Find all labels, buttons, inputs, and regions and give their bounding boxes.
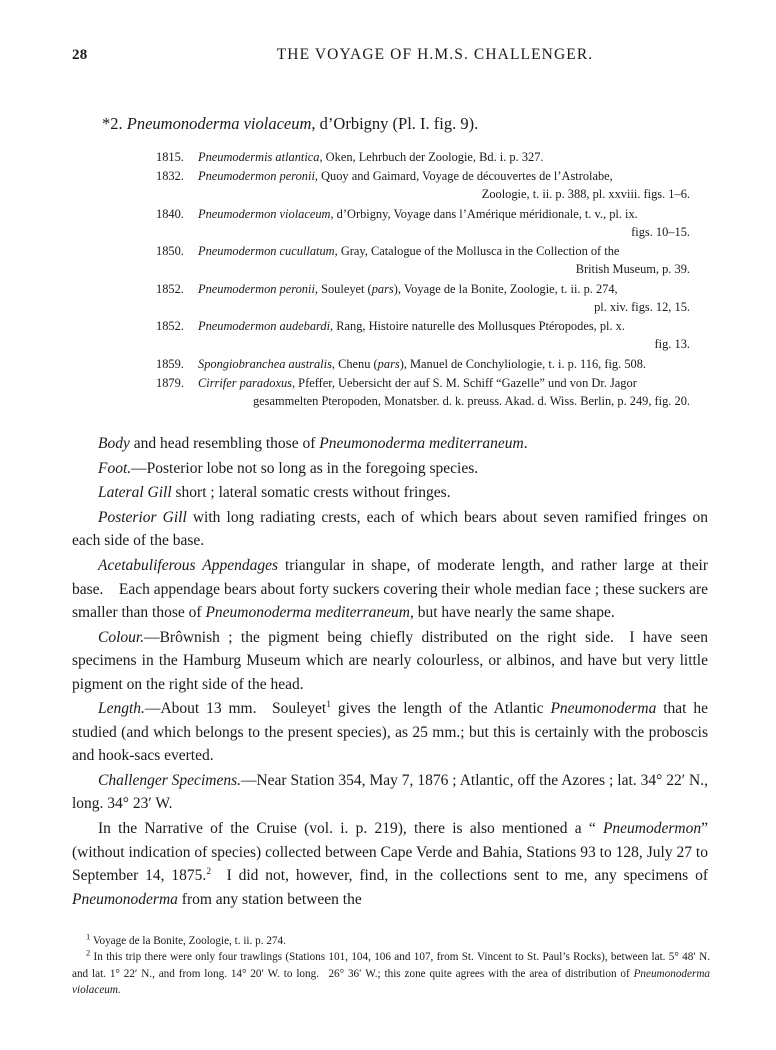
synonymy-entry [156, 167, 690, 203]
synonymy-list [156, 148, 690, 410]
running-title: THE VOYAGE OF H.M.S. CHALLENGER. [276, 46, 594, 63]
footnote-marker: 2 [86, 947, 91, 958]
synonymy-reference: Pneumodermis atlantica, Oken, Lehrbuch der Zoologie, Bd. i. p. 327. [198, 150, 544, 164]
footnote: $^2$ In this trip there were only four trawlings (Stations 101, 104, 106 and 107, from St. Vincent to St. Paul’s Rocks), between lat. 5° 48′ N. and lat. 1° 22′ N., and from long. 14° 20′ W. to long. 26° 36′ W.; this zone quite agrees with the area of distribution of Pneumonoderma violaceum. [72, 947, 710, 996]
synonymy-year: 1879. [156, 375, 184, 390]
synonymy-entry [156, 242, 690, 278]
footnote: $^1$ Voyage de la Bonite, Zoologie, t. ii. p. 274. [86, 931, 286, 948]
body-text [72, 432, 708, 911]
paragraph-acetabuliferous-appendages: Acetabuliferous Appendages triangular in shape, of moderate length, and rather large at their base. Each appendage bears about forty suckers covering their whole median face ; these suckers are smaller than those of Pneumonoderma mediterraneum, but have nearly the same shape. [72, 557, 708, 622]
species-heading [102, 114, 708, 134]
synonymy-entry [156, 148, 690, 166]
synonymy-entry [156, 205, 690, 241]
species-number: *2. [102, 114, 123, 133]
synonymy-reference: Spongiobranchea australis, Chenu (pars), Manuel de Conchyliologie, t. i. p. 116, fig. 508. [198, 356, 647, 371]
synonymy-year: 1815. [156, 150, 184, 164]
synonymy-reference: Pneumodermon peronii, Souleyet (pars), Voyage de la Bonite, Zoologie, t. ii. p. 274, pl. xiv. figs. 12, 15. [198, 281, 690, 314]
footnote-marker: 1 [86, 931, 91, 942]
paragraph-colour: Colour.—Brôwnish ; the pigment being chiefly distributed on the right side. I have seen specimens in the Hamburg Museum which are nearly colourless, or albinos, and have but very little pigment on the right side of the head. [72, 628, 708, 693]
synonymy-entry [156, 355, 690, 373]
footnotes [72, 933, 710, 998]
synonymy-year: 1850. [156, 244, 184, 259]
synonymy-entry [156, 374, 690, 410]
synonymy-year: 1859. [156, 356, 184, 371]
species-name: Pneumonoderma violaceum, [126, 114, 316, 133]
page-number: 28 [72, 47, 88, 63]
paragraph-posterior-gill: Posterior Gill with long radiating crests, each of which bears about seven ramified fringes on each side of the base. [72, 508, 708, 550]
paragraph-body: Body and head resembling those of Pneumonoderma mediterraneum. [98, 435, 528, 453]
paragraph-challenger-specimens: Challenger Specimens.—Near Station 354, May 7, 1876 ; Atlantic, off the Azores ; lat. 34° 22′ N., long. 34° 23′ W. [72, 771, 708, 813]
synonymy-reference: Cirrifer paradoxus, Pfeffer, Uebersicht der auf S. M. Schiff “Gazelle” und von Dr. Jagor gesammelten Pteropoden, Monatsber. d. k. preuss. Akad. d. Wiss. Berlin, p. 249, fig. 20. [198, 375, 690, 409]
paragraph-lateral-gill: Lateral Gill short ; lateral somatic crests without fringes. [98, 484, 451, 502]
synonymy-entry [156, 317, 690, 353]
synonymy-year: 1832. [156, 169, 184, 184]
synonymy-entry [156, 280, 690, 316]
species-authority: d’Orbigny (Pl. I. fig. 9). [319, 114, 479, 133]
synonymy-reference: Pneumodermon audebardi, Rang, Histoire naturelle des Mollusques Ptéropodes, pl. x. fig. 13. [198, 319, 690, 352]
synonymy-year: 1852. [156, 319, 184, 334]
synonymy-year: 1852. [156, 281, 184, 296]
synonymy-year: 1840. [156, 206, 184, 221]
synonymy-reference: Pneumodermon violaceum, d’Orbigny, Voyage dans l’Amérique méridionale, t. v., pl. ix. figs. 10–15. [198, 206, 690, 239]
paragraph-narrative: In the Narrative of the Cruise (vol. i. p. 219), there is also mentioned a “ Pneumodermon” (without indication of species) collected between Cape Verde and Bahia, Stations 93 to 128, July 27 to September 14, 1875.$^2$ I did not, however, find, in the collections sent to me, any specimens of Pneumonoderma from any station between the [72, 820, 708, 908]
running-head [72, 46, 708, 68]
synonymy-reference: Pneumodermon peronii, Quoy and Gaimard, Voyage de découvertes de l’Astrolabe, Zoologie, t. ii. p. 388, pl. xxviii. figs. 1–6. [198, 169, 690, 202]
synonymy-reference: Pneumodermon cucullatum, Gray, Catalogue of the Mollusca in the Collection of the British Museum, p. 39. [198, 244, 690, 277]
paragraph-length: Length.—About 13 mm. Souleyet$^1$ gives the length of the Atlantic Pneumonoderma that he studied (and which belongs to the present species), as 25 mm.; but this is certainly with the proboscis and hook-sacs everted. [72, 700, 708, 765]
paragraph-foot: Foot.—Posterior lobe not so long as in the foregoing species. [98, 459, 479, 477]
